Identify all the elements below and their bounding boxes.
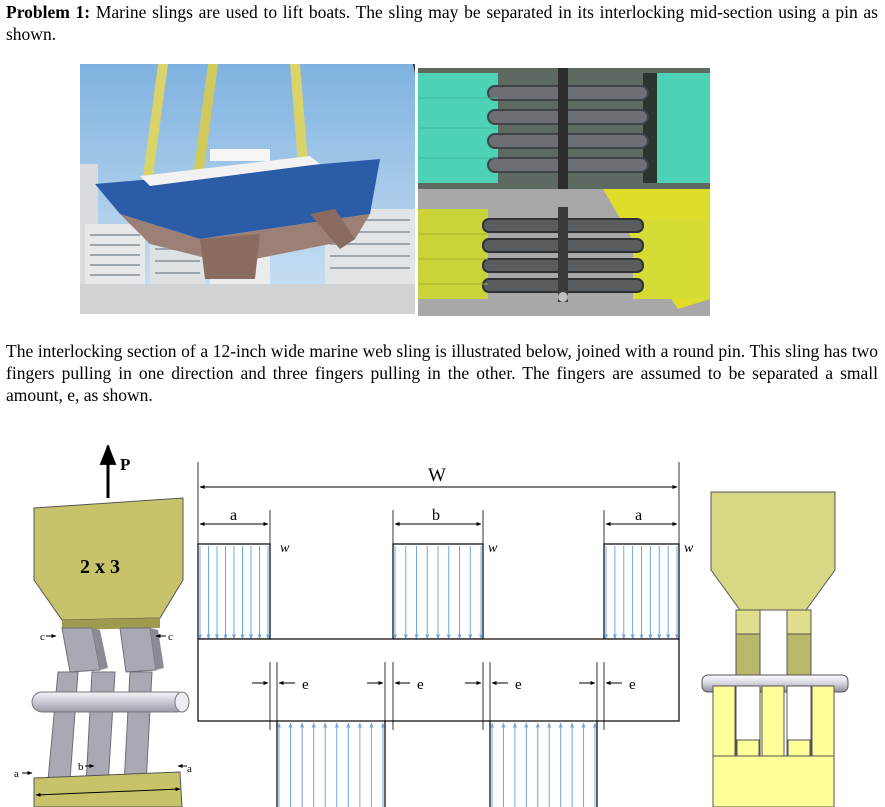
finger-upper-2 — [120, 628, 156, 672]
problem-description: The interlocking section of a 12-inch wide marine web sling is illustrated below, joined with a round pin. This sling has two fingers pulling in one direction and three fingers pulling in the other. The fingers are assumed to be separated a small amount, e, as shown. — [6, 341, 878, 405]
gap-e-4: e — [629, 677, 636, 693]
dim-a-3d-left: a — [14, 768, 19, 780]
dim-a-left: a — [230, 507, 238, 524]
side-lower-finger-2 — [762, 686, 784, 756]
sling-side-view — [702, 492, 848, 807]
sling-schematic — [198, 462, 694, 807]
problem-statement — [6, 1, 878, 45]
problem-intro: Marine slings are used to lift boats. The sling may be separated in its interlocking mid-section using a pin as shown. — [6, 2, 878, 44]
load-label: P — [120, 455, 131, 474]
dim-W-label: W — [428, 465, 446, 486]
dim-a-right: a — [635, 507, 643, 524]
load-w-left: w — [280, 541, 290, 556]
boat-lifting-photo — [80, 64, 415, 314]
load-w-middle: w — [488, 541, 498, 556]
dim-b: b — [432, 507, 440, 524]
finger-lower-3 — [124, 672, 152, 785]
round-pin — [32, 692, 187, 712]
yellow-sling-photo — [418, 189, 710, 316]
sling-diagram — [0, 440, 885, 807]
dim-c-right: c — [168, 631, 173, 643]
problem-label: Problem 1: — [6, 2, 91, 22]
gap-e-2: e — [417, 677, 424, 693]
dim-c-left: c — [40, 631, 45, 643]
side-upper-block — [711, 492, 835, 610]
section-label: 2 x 3 — [80, 556, 120, 578]
side-lower-block — [713, 756, 834, 807]
side-lower-finger-1 — [713, 686, 735, 756]
finger-lower-1 — [48, 672, 78, 780]
gap-e-3: e — [515, 677, 522, 693]
dim-a-3d-right: a — [187, 763, 192, 775]
finger-lower-2 — [86, 672, 115, 785]
teal-sling-photo — [418, 68, 710, 189]
side-lower-finger-3 — [812, 686, 834, 756]
dim-b-3d: b — [78, 761, 84, 773]
sling-3d-view — [14, 446, 192, 807]
gap-e-1: e — [302, 677, 309, 693]
load-w-right: w — [684, 541, 694, 556]
